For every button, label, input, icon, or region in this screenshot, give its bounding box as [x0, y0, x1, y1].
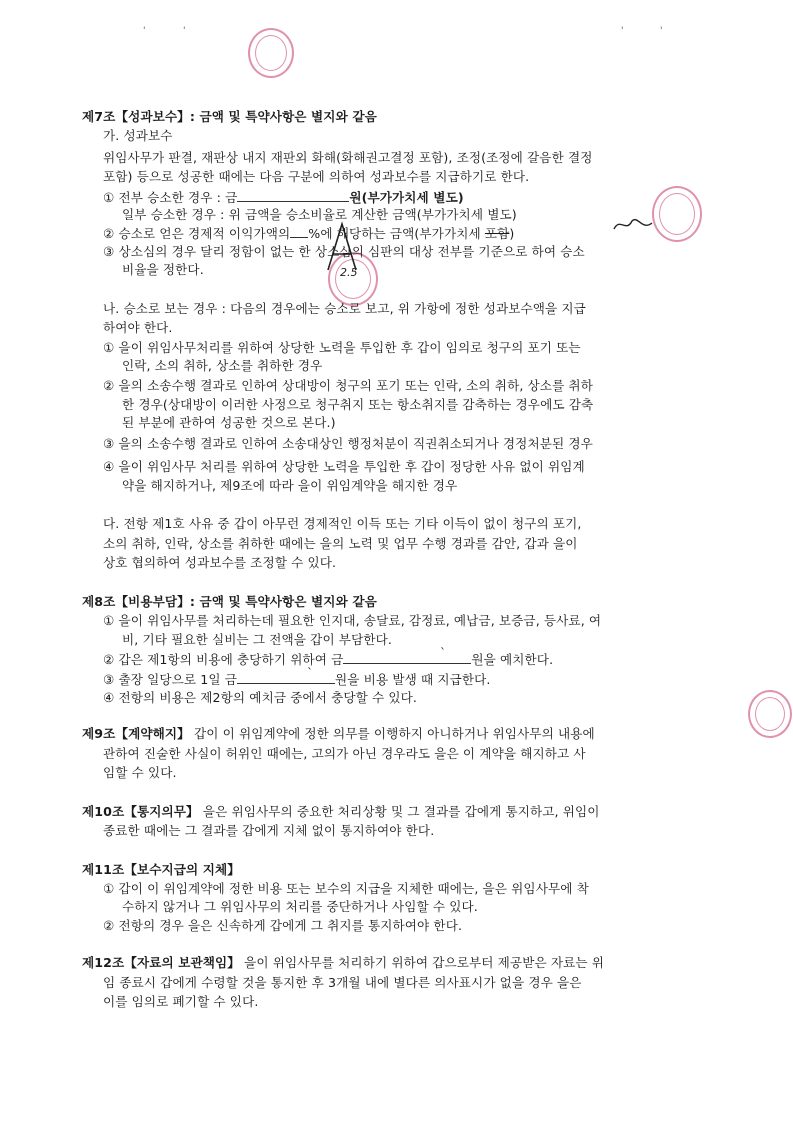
scan-mark: '	[621, 26, 624, 36]
scan-mark: '	[143, 26, 146, 36]
article-7-item-1-partial: 일부 승소한 경우 : 위 금액을 승소비율로 계산한 금액(부가가치세 별도)	[122, 207, 517, 222]
scan-mark: '	[183, 26, 186, 36]
article-12-line-1	[82, 955, 604, 971]
article-12-line-2: 임 종료시 갑에게 수령할 것을 통지한 후 3개월 내에 별다른 의사표시가 없을 경우 을은	[103, 975, 582, 990]
struck-text: 포함	[484, 226, 510, 241]
article-8-item-2	[103, 651, 553, 668]
article-8-item-1: ① 을이 위임사무를 처리하는데 필요한 인지대, 송달료, 감정료, 예납금, 보증금, 등사료, 여	[103, 613, 602, 628]
item-text: ② 승소로 얻은 경제적 이익가액의	[103, 226, 291, 241]
article-7-section-da-cont: 소의 취하, 인락, 상소를 취하한 때에는 을의 노력 및 업무 수행 경과를 감안, 갑과 을이	[103, 536, 578, 551]
article-7-section-da: 다. 전항 제1호 사유 중 갑이 아무런 경제적인 이득 또는 기타 이득이 없이 청구의 포기,	[103, 516, 582, 531]
article-7-item-1	[103, 189, 464, 206]
article-10-line-1	[82, 804, 600, 820]
article-9-line-3: 임할 수 있다.	[103, 765, 177, 780]
article-8-item-4: ④ 전항의 비용은 제2항의 예치금 중에서 충당할 수 있다.	[103, 690, 418, 705]
handwritten-correction-mark	[612, 215, 654, 235]
article-9-heading: 제9조【계약해지】	[82, 726, 190, 741]
article-11-heading: 제11조【보수지급의 지체】	[82, 862, 240, 877]
item-text: 원을 비용 발생 때 지급한다.	[335, 672, 491, 687]
article-7-item-3-cont: 비율을 정한다.	[122, 262, 204, 277]
article-10-line-2: 종료한 때에는 그 결과를 갑에게 지체 없이 통지하여야 한다.	[103, 823, 435, 838]
article-12-line-3: 이를 임의로 폐기할 수 있다.	[103, 994, 259, 1009]
article-7-section-na: 나. 승소로 보는 경우 : 다음의 경우에는 승소로 보고, 위 가항에 정한 성과보수액을 지급	[103, 301, 586, 316]
article-7-na-item-2-cont: 된 부분에 관하여 성공한 것으로 본다.)	[122, 415, 336, 430]
article-7-na-item-2-cont: 한 경우(상대방이 이러한 사정으로 청구취지 또는 항소취지를 감축하는 경우에도 감축	[122, 397, 594, 412]
article-11-item-2: ② 전항의 경우 을은 신속하게 갑에게 그 취지를 통지하여야 한다.	[103, 918, 463, 933]
article-8-heading: 제8조【비용부담】: 금액 및 특약사항은 별지와 같음	[82, 594, 377, 609]
amount-blank	[237, 189, 349, 202]
amount-blank	[343, 651, 471, 664]
article-7-paragraph: 포함) 등으로 성공한 때에는 다음 구분에 의하여 성과보수를 지급하기로 한다.	[103, 169, 530, 184]
article-7-na-item-1: ① 을이 위임사무처리를 위하여 상당한 노력을 투입한 후 갑이 임의로 청구의 포기 또는	[103, 340, 581, 355]
article-7-na-item-2: ② 을의 소송수행 결과로 인하여 상대방이 청구의 포기 또는 인락, 소의 취하, 상소를 취하	[103, 378, 593, 393]
item-text: )	[509, 226, 515, 241]
article-7-section-da-cont: 상호 협의하여 성과보수를 조정할 수 있다.	[103, 555, 337, 570]
article-7-section-na-cont: 하여야 한다.	[103, 320, 173, 335]
item-text: 원(부가가치세 별도)	[349, 190, 464, 205]
percent-blank	[290, 225, 308, 238]
item-text: ② 갑은 제1항의 비용에 충당하기 위하여 금	[103, 652, 344, 667]
article-9-line-2: 관하여 진술한 사실이 허위인 때에는, 고의가 아닌 경우라도 을은 이 계약을 해지하고 사	[103, 746, 586, 761]
item-text: ① 전부 승소한 경우 : 금	[103, 190, 238, 205]
article-7-na-item-1-cont: 인락, 소의 취하, 상소를 취하한 경우	[122, 358, 323, 373]
article-10-heading: 제10조【통지의무】	[82, 804, 199, 819]
amount-blank	[237, 671, 335, 684]
seal-stamp	[652, 186, 702, 242]
svg-text:2.5: 2.5	[340, 266, 358, 278]
article-7-na-item-4: ④ 을이 위임사무 처리를 위하여 상당한 노력을 투입한 후 갑이 정당한 사유 없이 위임계	[103, 459, 585, 474]
article-8-item-1-cont: 비, 기타 필요한 실비는 그 전액을 갑이 부담한다.	[122, 632, 392, 647]
handwritten-tick-mark: ˋ	[307, 666, 313, 680]
article-7-na-item-4-cont: 약을 해지하거나, 제9조에 따라 을이 위임계약을 해지한 경우	[122, 478, 458, 493]
article-text: 을은 위임사무의 중요한 처리상황 및 그 결과를 갑에게 통지하고, 위임이	[198, 804, 600, 819]
article-8-item-3	[103, 671, 490, 688]
article-11-item-1: ① 갑이 이 위임계약에 정한 비용 또는 보수의 지급을 지체한 때에는, 을은 위임사무에 착	[103, 881, 589, 896]
article-7-item-2	[103, 225, 514, 242]
scan-mark: '	[660, 26, 663, 36]
article-7-na-item-3: ③ 을의 소송수행 결과로 인하여 소송대상인 행정처분이 직권취소되거나 경정처분된 경우	[103, 436, 593, 451]
article-11-item-1-cont: 수하지 않거나 그 위임사무의 처리를 중단하거나 사임할 수 있다.	[122, 899, 478, 914]
article-7-heading: 제7조【성과보수】: 금액 및 특약사항은 별지와 같음	[82, 109, 377, 124]
article-7-section-ga-title: 가. 성과보수	[103, 128, 173, 143]
handwritten-tick-mark: ˋ	[440, 646, 446, 660]
item-text: 원을 예치한다.	[471, 652, 554, 667]
item-text: %에 해당하는 금액(부가가치세	[308, 226, 481, 241]
article-9-line-1	[82, 726, 595, 742]
seal-stamp	[748, 690, 792, 738]
article-text: 갑이 이 위임계약에 정한 의무를 이행하지 아니하거나 위임사무의 내용에	[189, 726, 595, 741]
article-7-paragraph: 위임사무가 판결, 재판상 내지 재판외 화해(화해권고결정 포함), 조정(조정에 갈음한 결정	[103, 150, 593, 165]
item-text: ③ 출장 일당으로 1일 금	[103, 672, 238, 687]
article-7-item-3: ③ 상소심의 경우 달리 정함이 없는 한 상소심의 심판의 대상 전부를 기준으로 하여 승소	[103, 244, 585, 259]
article-12-heading: 제12조【자료의 보관책임】	[82, 955, 240, 970]
seal-stamp	[248, 28, 294, 78]
article-text: 을이 위임사무를 처리하기 위하여 갑으로부터 제공받은 자료는 위	[240, 955, 604, 970]
